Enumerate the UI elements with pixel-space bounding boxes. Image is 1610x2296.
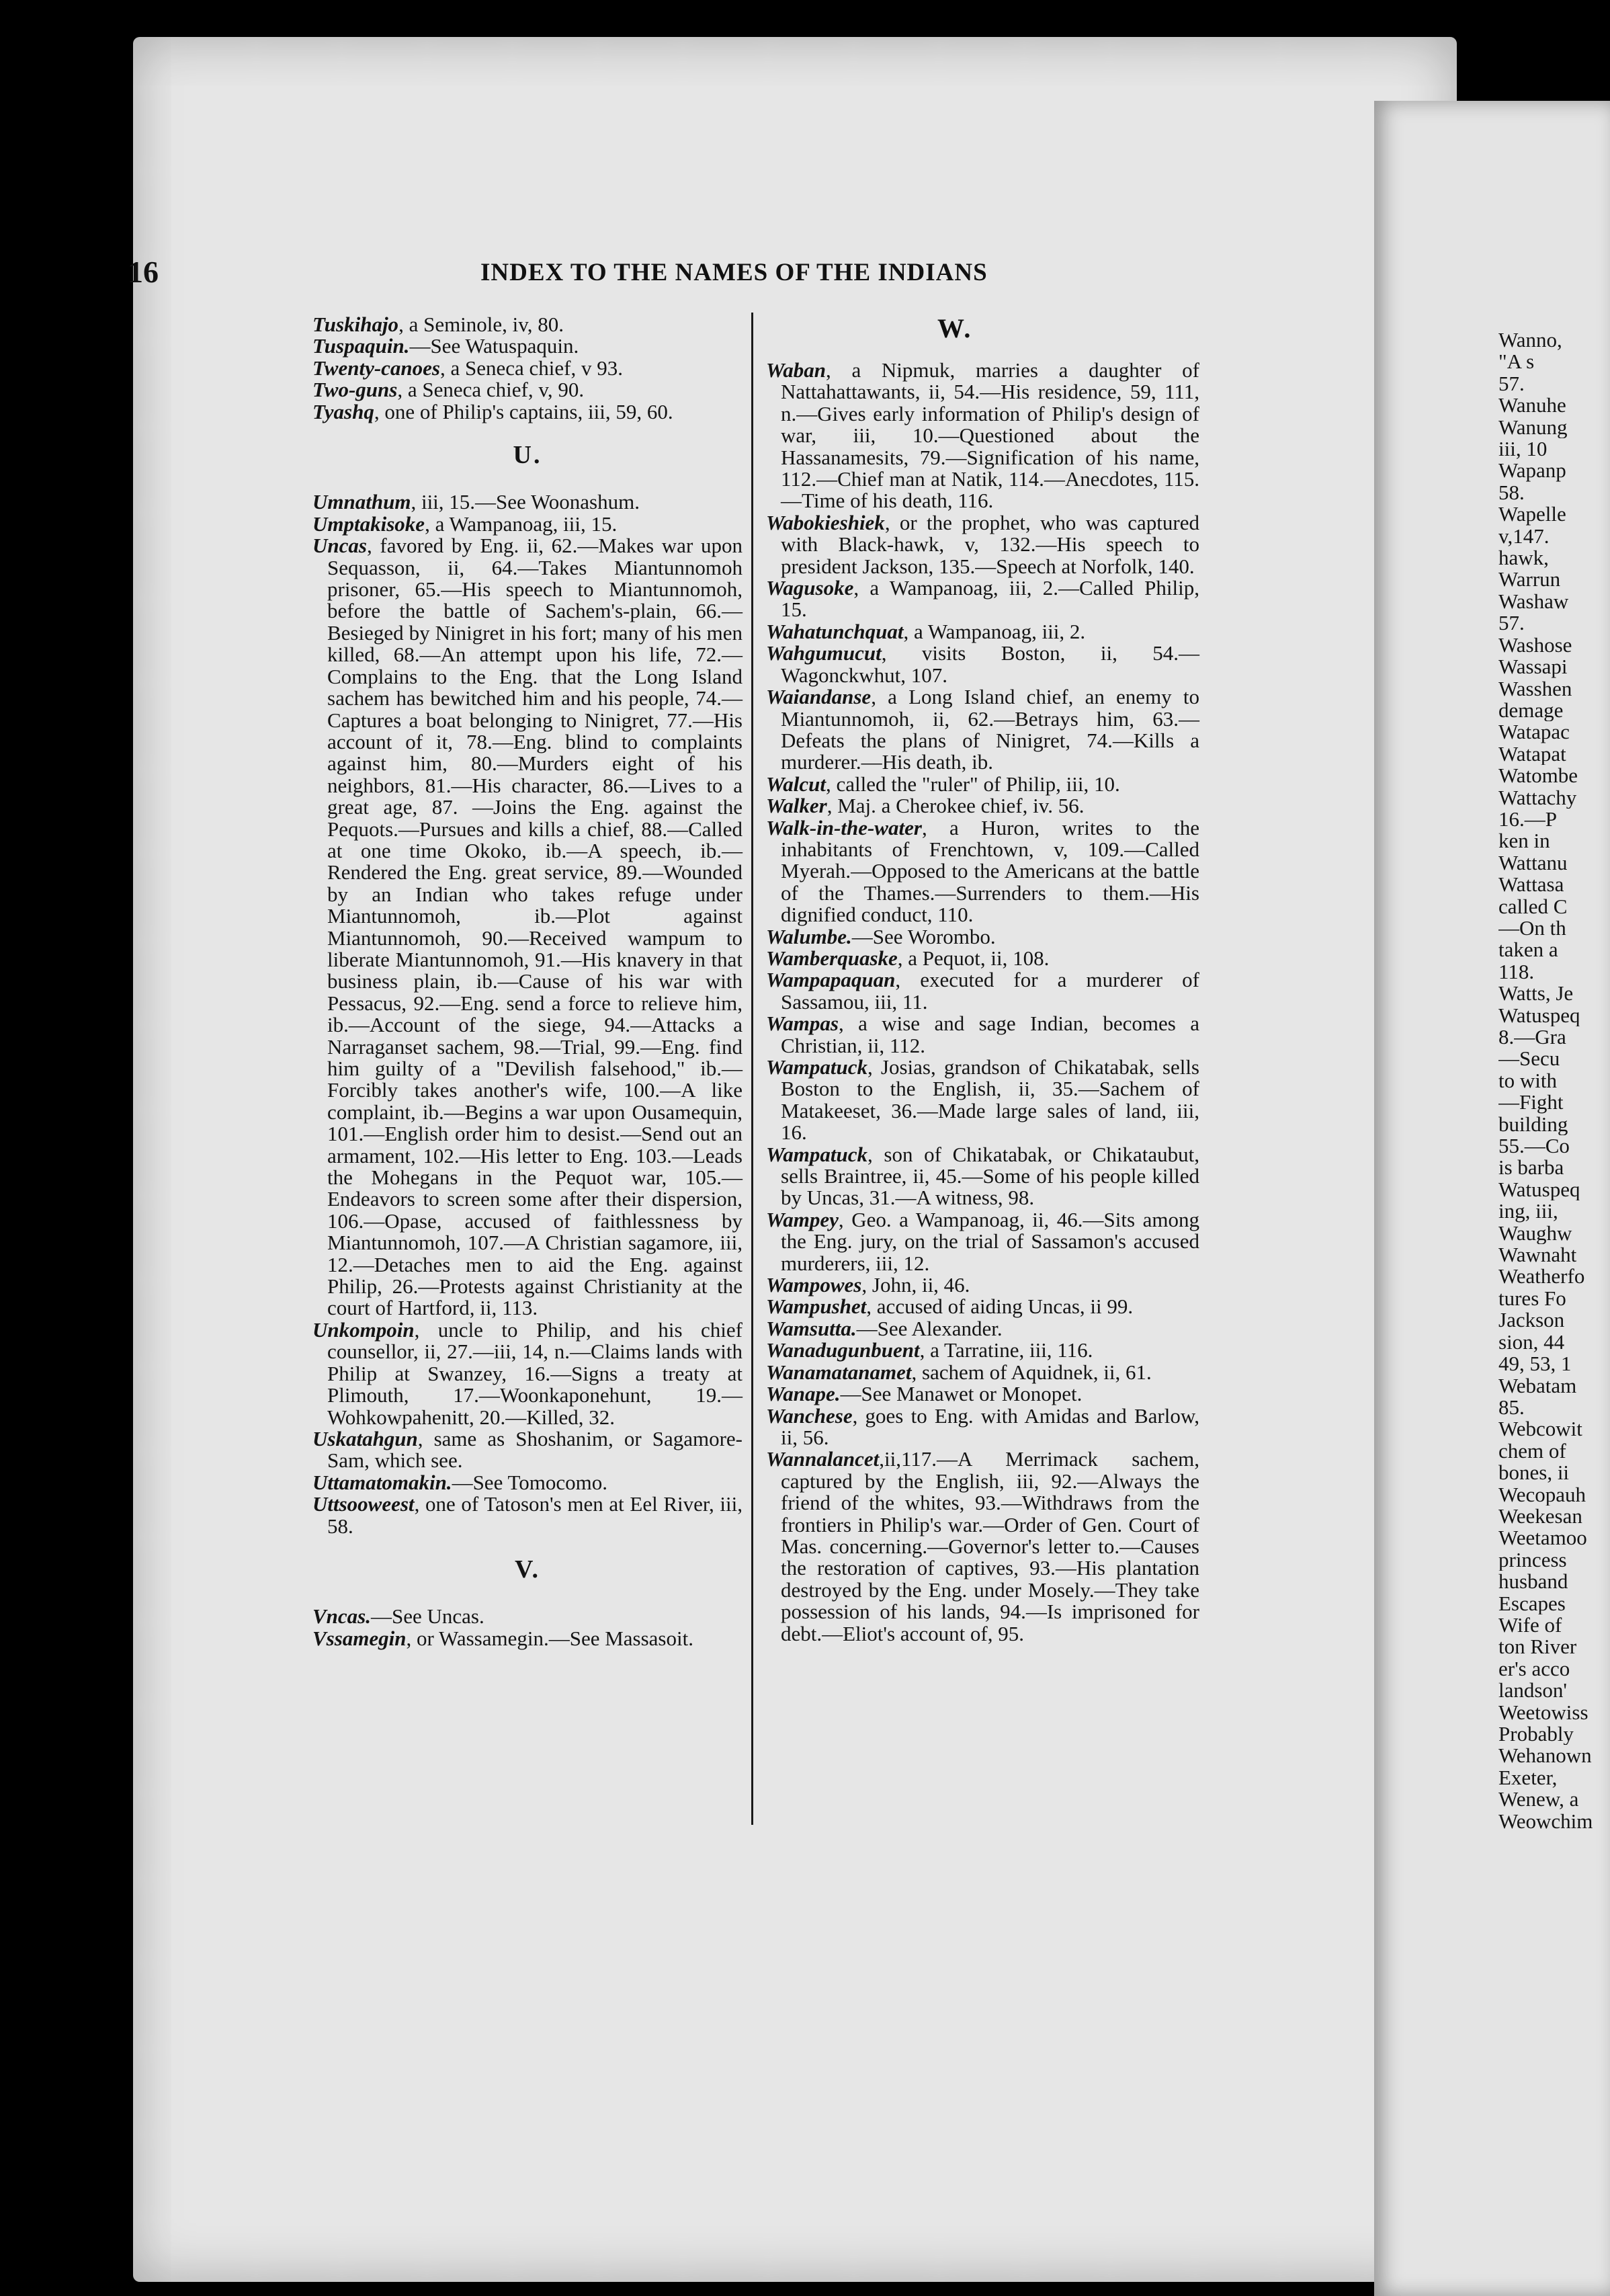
entry-text: , Maj. a Cherokee chief, iv. 56. xyxy=(827,794,1085,818)
fragment-line: Warrun xyxy=(1498,569,1561,591)
entry-text: ,ii,117.—A Merrimack sachem, captured by the English, iii, 92.—Always the friend of the whites, 93.—Withdraws from the frontiers in Philip's war.—Order of Gen. Court of Mas. concerning.—Governor's letter to.—Causes the restoration of captives, 93.—His plantation destroyed by the Eng. under Mosely.—They take possession of his lands, 94.—Is imprisoned for debt.—Eliot's account of, 95. xyxy=(781,1447,1199,1645)
index-entry xyxy=(312,314,743,335)
entry-name: Tyashq xyxy=(312,399,374,423)
entry-text: , called the "ruler" of Philip, iii, 10. xyxy=(826,772,1120,796)
entry-text: , or the prophet, who was captured with Black-hawk, v, 132.—His speech to president Jackson, 135.—Speech at Norfolk, 140. xyxy=(781,510,1199,578)
entry-name: Unkompoin xyxy=(312,1317,415,1342)
entry-text: , John, ii, 46. xyxy=(861,1273,970,1297)
entries-v xyxy=(312,1606,743,1649)
index-entry xyxy=(766,360,1199,512)
entry-text: , Josias, grandson of Chikatabak, sells Boston to the English, ii, 35.—Sachem of Matakeeset, 36.—Made large sales of land, iii, 16. xyxy=(781,1055,1199,1145)
fragment-line: Wapanp xyxy=(1498,460,1566,482)
index-entry xyxy=(766,1340,1199,1361)
index-entry xyxy=(766,512,1199,577)
index-entry xyxy=(766,686,1199,774)
fragment-line: Wassapi xyxy=(1498,656,1568,678)
entry-text: , Geo. a Wampanoag, ii, 46.—Sits among the Eng. jury, on the trial of Sassamon's accused murderers, iii, 12. xyxy=(781,1207,1199,1275)
index-entry xyxy=(312,491,743,513)
index-entry xyxy=(766,1144,1199,1209)
fragment-line: —Secu xyxy=(1498,1048,1560,1070)
fragment-line: ken in xyxy=(1498,830,1550,852)
entry-text: , a Wampanoag, iii, 15. xyxy=(425,511,618,536)
entry-text: , or Wassamegin.—See Massasoit. xyxy=(406,1626,693,1650)
entry-name: Umptakisoke xyxy=(312,511,425,536)
index-entry xyxy=(766,1362,1199,1383)
entry-name: Wampatuck xyxy=(766,1142,867,1166)
index-entry xyxy=(312,1628,743,1649)
index-entry xyxy=(766,1383,1199,1405)
index-entry xyxy=(766,643,1199,686)
fragment-line: v,147. xyxy=(1498,525,1550,548)
entry-name: Wamberquaske xyxy=(766,946,898,970)
fragment-line: 118. xyxy=(1498,960,1535,983)
section-heading-u: U. xyxy=(513,441,542,470)
fragment-line: husband xyxy=(1498,1571,1568,1593)
index-entry xyxy=(766,1448,1199,1645)
entry-text: , a Huron, writes to the inhabitants of Frenchtown, v, 109.—Called Myerah.—Opposed to the Americans at the battle of the Thames.—Surrenders to them.—His dignified conduct, 110. xyxy=(781,815,1199,927)
fragment-line: 16.—P xyxy=(1498,808,1557,831)
entry-name: Wampatuck xyxy=(766,1055,867,1079)
entry-text: , a Seneca chief, v 93. xyxy=(439,356,623,380)
fragment-line: chem of xyxy=(1498,1440,1566,1463)
fragment-line: Wecopauh xyxy=(1498,1483,1586,1506)
index-entry xyxy=(766,1013,1199,1057)
entry-name: Umnathum xyxy=(312,490,411,514)
fragment-line: Watts, Je xyxy=(1498,983,1574,1005)
section-heading-v: V. xyxy=(514,1555,541,1584)
entry-name: Wahatunchquat xyxy=(766,619,904,643)
fragment-line: taken a xyxy=(1498,939,1558,961)
entry-name: Tuspaquin. xyxy=(312,334,410,358)
index-entry xyxy=(312,1493,743,1537)
next-page-fragments xyxy=(1498,329,1610,1832)
entry-name: Wampushet xyxy=(766,1295,867,1319)
index-entry xyxy=(312,511,743,536)
entry-name: Uncas xyxy=(312,534,367,558)
fragment-line: 55.—Co xyxy=(1498,1135,1570,1157)
fragment-line: Weekesan xyxy=(1498,1505,1582,1528)
entry-text: , favored by Eng. ii, 62.—Makes war upon Sequasson, ii, 64.—Takes Miantunnomoh prisoner, 65.—His speech to Miantunnomoh, before the battle of Sachem's-plain, 66.—Besieged by Ninigret in his fort; many of his men killed, 68.—An attempt upon his life, 72.—Complains to the Eng. that the Long Island sachem has bewitched him and his people, 74.—Captures a boat belonging to Ninigret, 77.—His account of it, 78.—Eng. blind to complaints against him, 80.—Murders eight of his neighbors, 81.—His character, 86.—Lives to a great age, 87. —Joins the Eng. against the Pequots.—Pursues and kills a chief, 88.—Called at one time Okoko, ib.—A speech, ib.—Rendered the Eng. great service, 89.—Wounded by an Indian who takes refuge under Miantunnomoh, ib.—Plot against Miantunnomoh, 90.—Received wampum to liberate Miantunnomoh, 91.—His knavery in that business plain, ib.—Cause of his war with Pessacus, 92.—Eng. send a force to relieve him, ib.—Account of the siege, 94.—Attacks a Narraganset sachem, 98.—Trial, 99.—Eng. find him guilty of a "Devilish falsehood," ib.—Forcibly takes another's wife, 100.—A like complaint, ib.—Begins a war upon Ousamequin, 101.—English order him to desist.—Send out an armament, 102.—His letter to Eng. 103.—Leads the Mohegans in the Pequot war, 105.—Endeavors to screen some after their dispersion, 106.—Opase, accused of faithlessness by Miantunnomoh, 107.—A Christian sagamore, iii, 12.—Detaches men to aid the Eng. against Philip, 26.—Protests against Christianity at the court of Hartford, ii, 113. xyxy=(327,534,743,1320)
index-entry xyxy=(766,1405,1199,1449)
entry-text: , goes to Eng. with Amidas and Barlow, ii, 56. xyxy=(781,1403,1199,1449)
entry-name: Vncas. xyxy=(312,1604,371,1629)
entry-name: Twenty-canoes xyxy=(312,356,440,380)
entry-name: Waiandanse xyxy=(766,685,872,709)
fragment-line: Watuspeq xyxy=(1498,1004,1580,1026)
index-entry xyxy=(312,379,743,401)
entry-text: , a Pequot, ii, 108. xyxy=(897,946,1050,970)
index-entry xyxy=(766,774,1199,795)
entry-name: Walker xyxy=(766,794,827,818)
index-entry xyxy=(766,577,1199,621)
entry-text: , sachem of Aquidnek, ii, 61. xyxy=(911,1360,1152,1384)
fragment-line: 85. xyxy=(1498,1396,1525,1419)
fragment-line: —On th xyxy=(1498,917,1566,940)
fragment-line: Wasshen xyxy=(1498,678,1572,700)
fragment-line: hawk, xyxy=(1498,547,1549,569)
entry-text: —See Watuspaquin. xyxy=(409,334,579,358)
fragment-line: Weowchim xyxy=(1498,1810,1593,1833)
entry-name: Wampey xyxy=(766,1207,839,1231)
fragment-line: Wenew, a xyxy=(1498,1789,1579,1811)
entry-text: —See Worombo. xyxy=(851,924,996,948)
entry-text: , a Seminole, iv, 80. xyxy=(398,313,564,336)
fragment-line: Wapelle xyxy=(1498,503,1566,526)
fragment-line: tures Fo xyxy=(1498,1287,1566,1310)
entry-name: Wanape. xyxy=(766,1382,841,1406)
entry-name: Wahgumucut xyxy=(766,641,882,665)
fragment-line: 57. xyxy=(1498,612,1525,634)
running-header: INDEX TO THE NAMES OF THE INDIANS xyxy=(480,259,988,286)
fragment-line: Wanung xyxy=(1498,416,1568,439)
entry-name: Wagusoke xyxy=(766,576,854,600)
fragment-line: Wattanu xyxy=(1498,852,1568,874)
index-entry xyxy=(766,969,1199,1013)
fragment-line: Escapes xyxy=(1498,1592,1566,1614)
entry-name: Wabokieshiek xyxy=(766,510,885,534)
entry-name: Waban xyxy=(766,358,827,382)
entry-name: Wanadugunbuent xyxy=(766,1338,920,1362)
entry-text: —See Manawet or Monopet. xyxy=(840,1382,1083,1406)
fragment-line: Watombe xyxy=(1498,765,1578,787)
entry-text: , a Seneca chief, v, 90. xyxy=(397,378,585,402)
right-column xyxy=(766,360,1199,1645)
index-entry xyxy=(312,401,743,423)
fragment-line: Watuspeq xyxy=(1498,1178,1580,1201)
fragment-line: Weatherfo xyxy=(1498,1266,1585,1288)
fragment-line: "A s xyxy=(1498,351,1535,373)
index-entry xyxy=(312,358,743,379)
fragment-line: demage xyxy=(1498,699,1564,722)
index-entry xyxy=(766,795,1199,817)
fragment-line: Wattasa xyxy=(1498,874,1564,896)
fragment-line: sion, 44 xyxy=(1498,1331,1565,1354)
fragment-line: to with xyxy=(1498,1069,1557,1092)
entry-text: —See Alexander. xyxy=(856,1316,1003,1340)
fragment-line: Webatam xyxy=(1498,1375,1577,1397)
fragment-line: Weetamoo xyxy=(1498,1527,1587,1549)
entry-text: , a wise and sage Indian, becomes a Christian, ii, 112. xyxy=(781,1012,1199,1057)
entries-t xyxy=(312,314,743,423)
index-entry xyxy=(312,335,743,357)
left-column xyxy=(312,314,743,1649)
fragment-line: Wehanown xyxy=(1498,1745,1592,1767)
entry-text: , a Long Island chief, an enemy to Miantunnomoh, ii, 62.—Betrays him, 63.—Defeats the plans of Ninigret, 74.—Kills a murderer.—His death, ib. xyxy=(781,685,1199,774)
fragment-line: Wattachy xyxy=(1498,786,1577,809)
index-entry xyxy=(766,926,1199,948)
entry-name: Tuskihajo xyxy=(312,313,399,336)
entry-name: Wampas xyxy=(766,1012,839,1036)
fragment-line: princess xyxy=(1498,1549,1567,1571)
entries-w xyxy=(766,360,1199,1645)
entry-text: , one of Tatoson's men at Eel River, iii, 58. xyxy=(327,1492,743,1538)
entry-text: , uncle to Philip, and his chief counsellor, ii, 27.—iii, 14, n.—Claims lands with Philip at Swanzey, 16.—Signs a treaty at Plimouth, 17.—Woonkaponehunt, 19.—Wohkowpahenitt, 20.—Killed, 32. xyxy=(327,1317,743,1429)
fragment-line: called C xyxy=(1498,895,1568,917)
entry-text: , a Wampanoag, iii, 2.—Called Philip, 15. xyxy=(781,576,1199,622)
entry-name: Uttsooweest xyxy=(312,1492,415,1516)
entry-text: , a Wampanoag, iii, 2. xyxy=(903,619,1086,643)
fragment-line: Exeter, xyxy=(1498,1766,1558,1789)
column-divider xyxy=(751,313,753,1825)
fragment-line: 8.—Gra xyxy=(1498,1026,1566,1049)
index-entry xyxy=(312,1428,743,1472)
entry-text: , executed for a murderer of Sassamou, iii, 11. xyxy=(781,968,1199,1014)
entry-name: Two-guns xyxy=(312,378,398,402)
fragment-line: building xyxy=(1498,1113,1568,1136)
fragment-line: bones, ii xyxy=(1498,1462,1570,1484)
index-entry xyxy=(766,1318,1199,1340)
index-entry xyxy=(312,1606,743,1627)
fragment-line: Wife of xyxy=(1498,1614,1562,1637)
index-entry xyxy=(766,1296,1199,1317)
entry-name: Wanchese xyxy=(766,1403,853,1428)
entry-name: Wannalancet xyxy=(766,1447,880,1471)
section-heading-w: W. xyxy=(937,313,973,343)
fragment-line: ing, iii, xyxy=(1498,1200,1558,1223)
entry-name: Wampowes xyxy=(766,1273,862,1297)
fragment-line: Webcowit xyxy=(1498,1418,1582,1440)
entry-text: , a Nipmuk, marries a daughter of Nattahattawants, ii, 54.—His residence, 59, 111, n.—Gives early information of Philip's design of war, iii, 10.—Questioned about the Hassanamesits, 79.—Signification of his name, 112.—Chief man at Natik, 114.—Anecdotes, 115.—Time of his death, 116. xyxy=(781,358,1199,513)
index-entry xyxy=(766,1209,1199,1274)
entry-name: Uttamatomakin. xyxy=(312,1470,452,1494)
fragment-line: Wanuhe xyxy=(1498,395,1566,417)
fragment-line: Watapac xyxy=(1498,721,1570,743)
entry-text: , same as Shoshanim, or Sagamore-Sam, which see. xyxy=(327,1426,743,1473)
index-entry xyxy=(766,817,1199,926)
index-entry xyxy=(766,621,1199,643)
index-entry xyxy=(312,1319,743,1428)
index-entry xyxy=(766,1057,1199,1144)
entry-name: Uskatahgun xyxy=(312,1426,418,1450)
entry-name: Wamsutta. xyxy=(766,1316,857,1340)
fragment-line: Wawnaht xyxy=(1498,1244,1577,1266)
fragment-line: Watapat xyxy=(1498,743,1566,766)
fragment-line: iii, 10 xyxy=(1498,438,1548,460)
fragment-line: Washaw xyxy=(1498,590,1569,613)
index-entry xyxy=(766,1274,1199,1296)
fragment-line: Washose xyxy=(1498,634,1572,657)
entry-text: —See Tomocomo. xyxy=(452,1470,608,1494)
index-entry xyxy=(312,535,743,1319)
entry-name: Walcut xyxy=(766,772,826,796)
entry-name: Wanamatanamet xyxy=(766,1360,912,1384)
entry-text: , accused of aiding Uncas, ii 99. xyxy=(866,1295,1134,1319)
entries-u xyxy=(312,491,743,1537)
entry-name: Walk-in-the-water xyxy=(766,815,922,839)
fragment-line: Probably xyxy=(1498,1723,1574,1746)
entry-text: , visits Boston, ii, 54.—Wagonckwhut, 107. xyxy=(781,641,1199,687)
fragment-line: is barba xyxy=(1498,1157,1564,1179)
fragment-line: —Fight xyxy=(1498,1092,1564,1114)
entry-name: Wampapaquan xyxy=(766,968,896,992)
fragment-line: 58. xyxy=(1498,481,1525,504)
fragment-line: ton River xyxy=(1498,1636,1577,1658)
page-number: 16 xyxy=(128,255,159,289)
fragment-line: 57. xyxy=(1498,372,1525,395)
entry-text: , iii, 15.—See Woonashum. xyxy=(411,490,640,514)
entry-text: , a Tarratine, iii, 116. xyxy=(919,1338,1093,1362)
fragment-line: er's acco xyxy=(1498,1657,1570,1680)
entry-name: Vssamegin xyxy=(312,1626,407,1650)
fragment-line: Weetowiss xyxy=(1498,1701,1588,1723)
entry-text: —See Uncas. xyxy=(371,1604,484,1629)
index-entry xyxy=(766,948,1199,969)
index-entry xyxy=(312,1472,743,1493)
fragment-line: Wanno, xyxy=(1498,329,1562,352)
entry-text: , son of Chikatabak, or Chikataubut, sells Braintree, ii, 45.—Some of his people killed by Uncas, 31.—A witness, 98. xyxy=(781,1142,1199,1210)
fragment-line: landson' xyxy=(1498,1680,1568,1702)
fragment-line: Jackson xyxy=(1498,1309,1565,1331)
fragment-line: 49, 53, 1 xyxy=(1498,1353,1572,1375)
fragment-line: Waughw xyxy=(1498,1222,1572,1245)
entry-name: Walumbe. xyxy=(766,924,852,948)
entry-text: , one of Philip's captains, iii, 59, 60. xyxy=(374,399,673,423)
